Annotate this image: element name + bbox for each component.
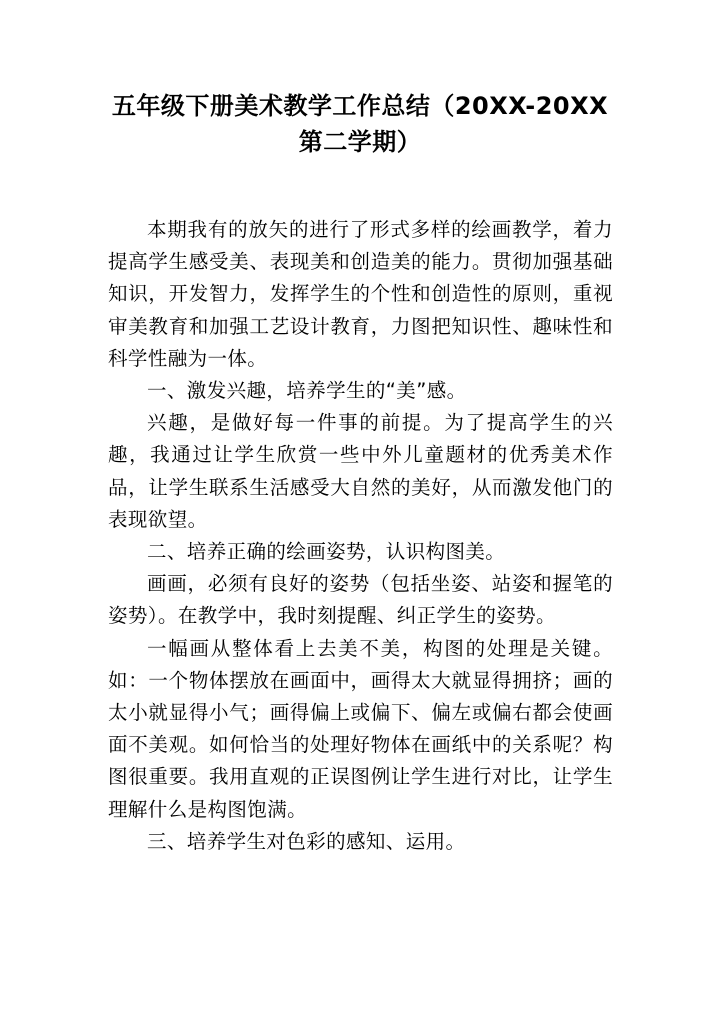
document-title — [100, 88, 620, 160]
paragraph-interest: 兴趣，是做好每一件事的前提。为了提高学生的兴趣，我通过让学生欣赏一些中外儿童题材的优秀美术作品，让学生联系生活感受大自然的美好，从而激发他门的表现欲望。 — [108, 411, 613, 531]
document-title-line-1: 五年级下册美术教学工作总结（20XX-20XX — [111, 92, 609, 120]
paragraph-composition: 一幅画从整体看上去美不美，构图的处理是关键。如：一个物体摆放在画面中，画得太大就显得拥挤；画的太小就显得小气；画得偏上或偏下、偏左或偏右都会使画面不美观。如何恰当的处理好物体在画纸中的关系呢？构图很重要。我用直观的正误图例让学生进行对比，让学生理解什么是构图饱满。 — [108, 636, 613, 821]
paragraph-posture: 画画，必须有良好的姿势（包括坐姿、站姿和握笔的姿势）。在教学中，我时刻提醒、纠正学生的姿势。 — [108, 572, 613, 628]
document-body — [108, 214, 613, 858]
paragraph-intro: 本期我有的放矢的进行了形式多样的绘画教学，着力提高学生感受美、表现美和创造美的能力。贯彻加强基础知识，开发智力，发挥学生的个性和创造性的原则，重视审美教育和加强工艺设计教育，力图把知识性、趣味性和科学性融为一体。 — [108, 218, 613, 370]
document-title-line-2: 第二学期） — [298, 128, 422, 156]
section-heading-2: 二、培养正确的绘画姿势，认识构图美。 — [147, 540, 506, 564]
section-heading-1: 一、激发兴趣，培养学生的“美”感。 — [147, 379, 467, 403]
section-heading-3: 三、培养学生对色彩的感知、运用。 — [147, 829, 466, 853]
